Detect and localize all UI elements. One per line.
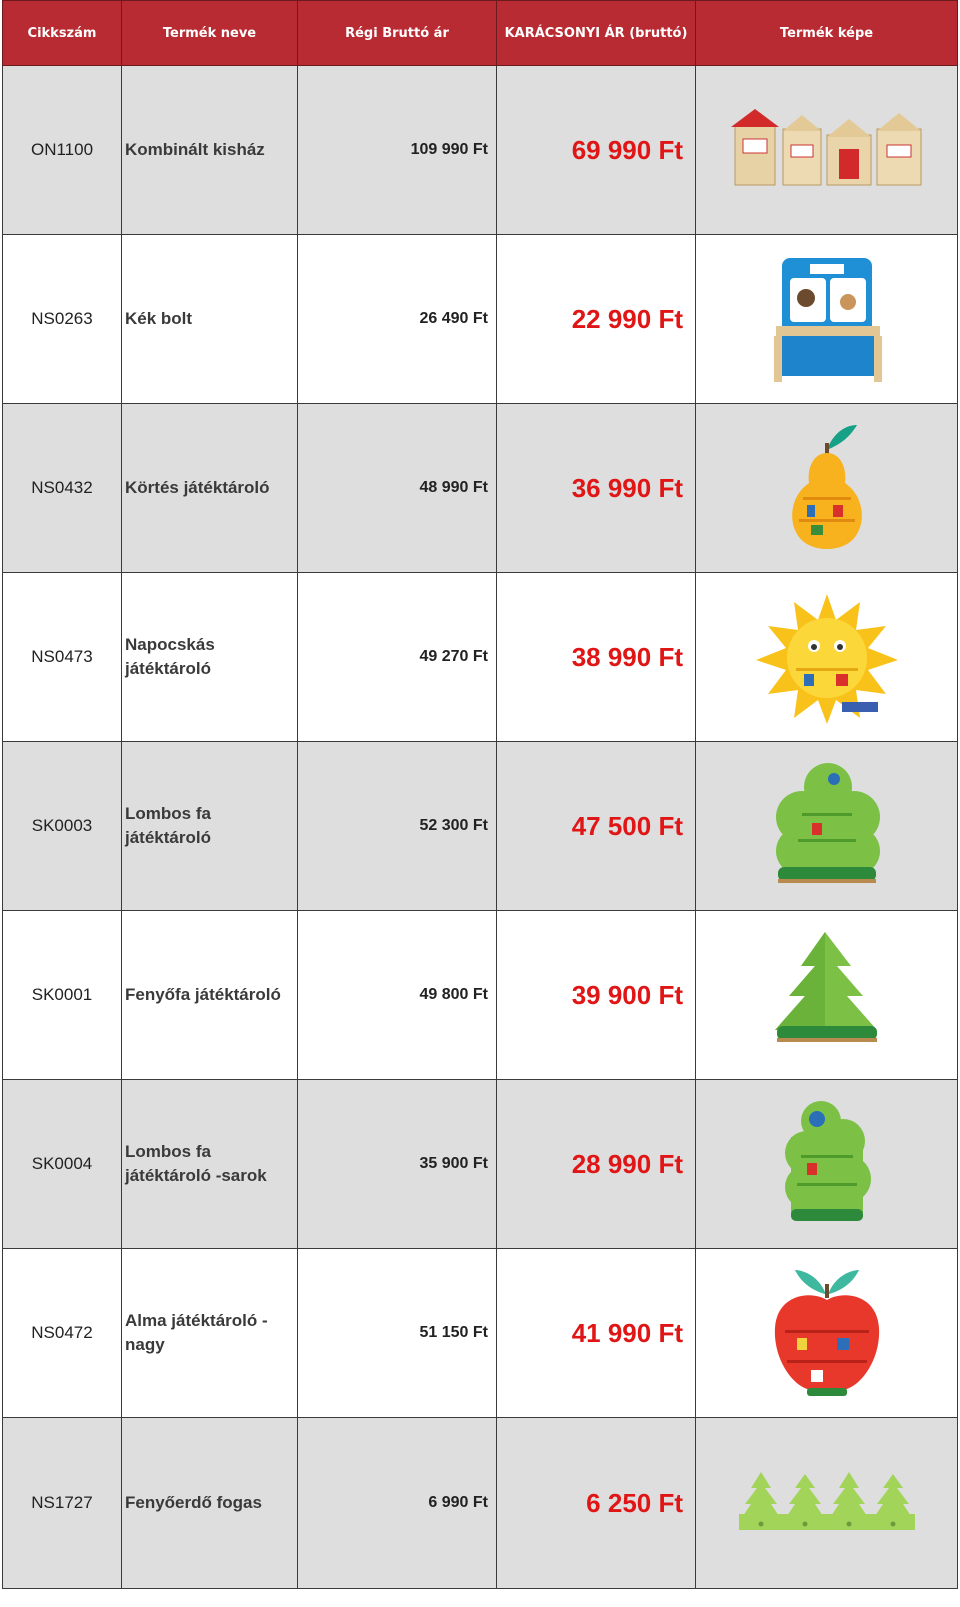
product-name: Alma játéktároló - nagy [122, 1249, 298, 1418]
table-row [3, 573, 958, 742]
sale-price: 41 990 Ft [497, 1249, 696, 1418]
product-name: Kombinált kisház [122, 66, 298, 235]
sale-price: 39 900 Ft [497, 911, 696, 1080]
product-code: NS0263 [3, 235, 122, 404]
table-row [3, 66, 958, 235]
sale-price: 6 250 Ft [497, 1418, 696, 1589]
blue-shop-image [762, 252, 892, 387]
product-code: SK0001 [3, 911, 122, 1080]
pine-forest-hanger-image [737, 1468, 917, 1538]
leafy-tree-shelf-image [772, 759, 882, 894]
table-row [3, 742, 958, 911]
table-row [3, 1418, 958, 1589]
old-price: 52 300 Ft [298, 742, 497, 911]
product-name: Körtés játéktároló [122, 404, 298, 573]
product-image-cell [696, 1418, 958, 1589]
sale-price: 69 990 Ft [497, 66, 696, 235]
old-price: 48 990 Ft [298, 404, 497, 573]
sale-price: 22 990 Ft [497, 235, 696, 404]
sale-price: 47 500 Ft [497, 742, 696, 911]
old-price: 51 150 Ft [298, 1249, 497, 1418]
price-table [2, 0, 958, 1589]
product-name: Fenyőerdő fogas [122, 1418, 298, 1589]
product-image-cell [696, 742, 958, 911]
table-row [3, 1249, 958, 1418]
product-code: SK0004 [3, 1080, 122, 1249]
header-old-price: Régi Bruttó ár [298, 1, 497, 66]
product-image-cell [696, 404, 958, 573]
table-row [3, 235, 958, 404]
table-row [3, 404, 958, 573]
header-name: Termék neve [122, 1, 298, 66]
pine-tree-shelf-image [767, 928, 887, 1063]
old-price: 26 490 Ft [298, 235, 497, 404]
old-price: 109 990 Ft [298, 66, 497, 235]
product-code: NS0472 [3, 1249, 122, 1418]
product-name: Napocskás játéktároló [122, 573, 298, 742]
old-price: 6 990 Ft [298, 1418, 497, 1589]
table-row [3, 911, 958, 1080]
product-code: NS1727 [3, 1418, 122, 1589]
header-row [3, 1, 958, 66]
apple-shelf-image [767, 1266, 887, 1401]
product-image-cell [696, 911, 958, 1080]
sun-shelf-image [752, 590, 902, 725]
product-name: Fenyőfa játéktároló [122, 911, 298, 1080]
sale-price: 38 990 Ft [497, 573, 696, 742]
playhouse-image [727, 105, 927, 195]
table-row [3, 1080, 958, 1249]
pear-shelf-image [777, 421, 877, 556]
old-price: 35 900 Ft [298, 1080, 497, 1249]
product-code: NS0432 [3, 404, 122, 573]
header-image: Termék képe [696, 1, 958, 66]
header-new-price: KARÁCSONYI ÁR (bruttó) [497, 1, 696, 66]
product-name: Kék bolt [122, 235, 298, 404]
product-image-cell [696, 66, 958, 235]
header-code: Cikkszám [3, 1, 122, 66]
sale-price: 36 990 Ft [497, 404, 696, 573]
product-name: Lombos fa játéktároló [122, 742, 298, 911]
product-image-cell [696, 573, 958, 742]
product-code: SK0003 [3, 742, 122, 911]
product-code: NS0473 [3, 573, 122, 742]
product-image-cell [696, 235, 958, 404]
sale-price: 28 990 Ft [497, 1080, 696, 1249]
old-price: 49 270 Ft [298, 573, 497, 742]
product-name: Lombos fa játéktároló -sarok [122, 1080, 298, 1249]
old-price: 49 800 Ft [298, 911, 497, 1080]
product-image-cell [696, 1080, 958, 1249]
corner-tree-shelf-image [777, 1097, 877, 1232]
product-image-cell [696, 1249, 958, 1418]
product-code: ON1100 [3, 66, 122, 235]
